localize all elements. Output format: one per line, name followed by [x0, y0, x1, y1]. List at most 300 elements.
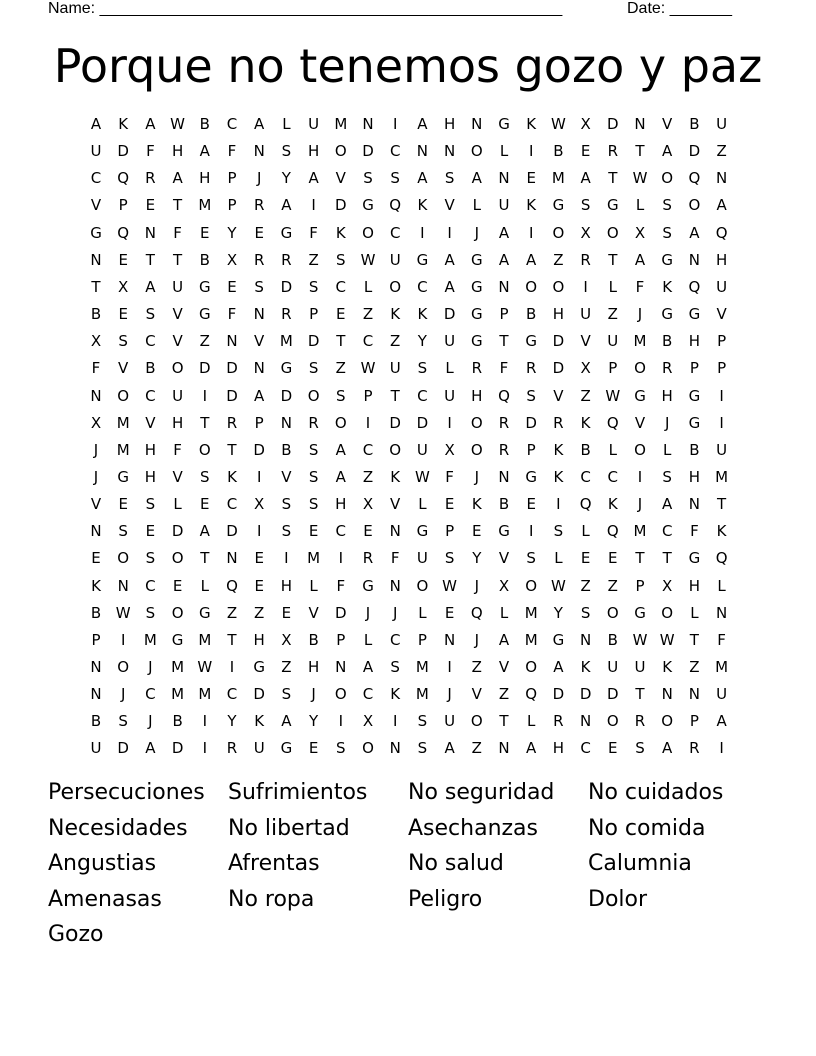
grid-letter: V: [118, 359, 129, 378]
grid-letter: Z: [498, 685, 510, 704]
grid-letter: S: [308, 277, 319, 296]
grid-letter: Z: [308, 250, 319, 269]
grid-letter: O: [171, 359, 184, 378]
grid-letter: A: [662, 142, 673, 161]
grid-letter: O: [661, 603, 674, 622]
grid-letter: E: [363, 522, 373, 541]
word-bank-item: Calumnia: [588, 851, 692, 876]
grid-letter: F: [146, 142, 155, 161]
word-bank-item: No libertad: [228, 815, 350, 841]
grid-letter: O: [362, 223, 374, 242]
grid-row: [82, 411, 734, 435]
grid-letter: V: [281, 467, 292, 486]
grid-letter: B: [281, 440, 292, 459]
grid-letter: U: [172, 386, 184, 405]
grid-letter: D: [226, 386, 238, 405]
grid-letter: U: [580, 305, 592, 324]
grid-letter: A: [90, 115, 102, 133]
grid-letter: H: [688, 332, 701, 351]
grid-letter: B: [199, 115, 210, 133]
grid-letter: R: [498, 413, 510, 432]
grid-letter: C: [417, 277, 428, 296]
grid-letter: A: [145, 277, 156, 296]
grid-letter: L: [581, 522, 590, 541]
grid-letter: O: [470, 712, 483, 731]
grid-letter: B: [607, 630, 618, 649]
grid-row: [82, 221, 734, 245]
grid-letter: N: [90, 658, 102, 676]
grid-letter: J: [256, 169, 262, 188]
grid-letter: Z: [580, 576, 591, 595]
grid-letter: P: [227, 196, 237, 215]
grid-row: [82, 166, 734, 190]
grid-letter: E: [472, 522, 482, 541]
grid-letter: G: [688, 549, 701, 568]
grid-letter: V: [308, 603, 319, 622]
grid-letter: F: [690, 522, 699, 541]
grid-letter: M: [415, 658, 429, 676]
grid-letter: R: [580, 250, 591, 269]
grid-letter: H: [253, 630, 265, 649]
grid-letter: M: [171, 658, 185, 676]
grid-letter: M: [551, 169, 565, 188]
grid-letter: V: [90, 196, 102, 215]
grid-letter: G: [253, 658, 265, 676]
grid-letter: S: [444, 169, 455, 188]
grid-letter: V: [553, 386, 564, 405]
grid-letter: D: [443, 305, 456, 324]
grid-letter: E: [145, 196, 156, 215]
grid-letter: I: [120, 630, 126, 649]
grid-letter: S: [281, 685, 292, 704]
grid-letter: P: [635, 576, 645, 595]
grid-letter: G: [688, 386, 701, 405]
grid-letter: B: [580, 440, 591, 459]
grid-letter: U: [416, 440, 428, 459]
word-bank-item: No seguridad: [408, 780, 555, 805]
grid-letter: A: [417, 115, 428, 133]
grid-letter: G: [470, 332, 483, 351]
grid-letter: W: [170, 115, 186, 133]
grid-letter: F: [445, 467, 454, 486]
grid-letter: U: [498, 196, 510, 215]
grid-letter: O: [552, 277, 565, 296]
grid-letter: N: [498, 277, 510, 296]
grid-letter: K: [580, 413, 591, 432]
grid-letter: O: [334, 413, 347, 432]
grid-letter: W: [659, 630, 675, 649]
grid-letter: I: [528, 142, 534, 161]
grid-letter: B: [689, 115, 700, 133]
grid-letter: V: [716, 305, 727, 324]
grid-letter: C: [145, 386, 156, 405]
grid-letter: V: [634, 413, 646, 432]
grid-letter: O: [661, 169, 674, 188]
grid-letter: O: [525, 658, 538, 676]
grid-letter: L: [499, 142, 509, 161]
grid-letter: K: [390, 467, 401, 486]
grid-letter: X: [662, 576, 673, 595]
grid-letter: P: [445, 522, 455, 541]
grid-letter: N: [280, 413, 292, 432]
word-bank-item: No cuidados: [588, 780, 724, 805]
grid-letter: O: [389, 277, 402, 296]
grid-letter: N: [389, 576, 401, 595]
grid-letter: J: [447, 685, 452, 704]
grid-letter: P: [689, 712, 699, 731]
grid-letter: N: [335, 658, 347, 676]
grid-letter: L: [363, 277, 373, 296]
grid-letter: P: [608, 359, 618, 378]
grid-letter: D: [117, 739, 129, 758]
grid-letter: I: [528, 522, 534, 541]
grid-letter: H: [552, 739, 565, 758]
grid-letter: C: [389, 223, 401, 242]
grid-letter: G: [470, 250, 483, 269]
grid-letter: W: [360, 359, 376, 378]
grid-letter: L: [608, 440, 617, 459]
grid-letter: L: [363, 630, 373, 649]
grid-letter: G: [688, 413, 701, 432]
grid-letter: I: [311, 196, 316, 215]
grid-letter: E: [118, 250, 128, 269]
grid-letter: M: [715, 467, 729, 486]
grid-letter: N: [90, 522, 102, 541]
grid-letter: B: [526, 305, 537, 324]
grid-letter: U: [308, 115, 320, 133]
grid-letter: S: [200, 467, 210, 486]
grid-letter: D: [552, 359, 565, 378]
grid-letter: J: [148, 658, 153, 676]
grid-letter: M: [116, 413, 130, 432]
grid-letter: V: [580, 332, 591, 351]
grid-row: [82, 139, 734, 163]
grid-letter: T: [635, 685, 645, 704]
grid-letter: G: [661, 305, 673, 324]
grid-letter: O: [117, 658, 130, 676]
word-bank-item: Angustias: [48, 851, 157, 876]
grid-letter: C: [226, 685, 238, 704]
grid-letter: D: [117, 142, 129, 161]
grid-letter: L: [309, 576, 318, 595]
grid-letter: Y: [227, 712, 237, 731]
grid-letter: Q: [525, 685, 538, 704]
grid-letter: E: [608, 739, 618, 758]
grid-letter: G: [552, 630, 565, 649]
grid-letter: C: [580, 739, 591, 758]
grid-letter: I: [392, 115, 398, 133]
grid-letter: E: [526, 169, 536, 188]
grid-letter: H: [443, 115, 456, 133]
grid-letter: S: [417, 359, 428, 378]
grid-letter: A: [254, 386, 265, 405]
grid-row: [82, 628, 734, 652]
grid-letter: F: [173, 440, 182, 459]
grid-letter: P: [227, 169, 237, 188]
grid-row: [82, 682, 734, 706]
grid-letter: G: [606, 196, 619, 215]
grid-letter: W: [550, 576, 566, 595]
grid-letter: I: [256, 522, 262, 541]
grid-letter: M: [415, 685, 429, 704]
grid-letter: K: [227, 467, 237, 486]
grid-letter: N: [389, 739, 401, 758]
grid-letter: D: [199, 359, 211, 378]
grid-letter: B: [199, 250, 210, 269]
grid-letter: L: [690, 603, 699, 622]
grid-letter: G: [280, 739, 293, 758]
grid-letter: A: [471, 169, 482, 188]
grid-letter: G: [498, 115, 510, 133]
grid-row: [82, 709, 734, 733]
page-title: Porque no tenemos gozo y paz: [53, 39, 763, 93]
grid-letter: R: [553, 712, 564, 731]
grid-letter: C: [145, 332, 156, 351]
grid-letter: J: [474, 630, 480, 649]
word-bank-item: Necesidades: [48, 815, 188, 841]
grid-letter: G: [280, 359, 293, 378]
grid-letter: J: [637, 495, 643, 514]
grid-letter: M: [198, 196, 212, 215]
grid-letter: B: [172, 712, 183, 731]
grid-letter: S: [635, 739, 645, 758]
grid-letter: A: [254, 115, 265, 133]
grid-letter: E: [145, 522, 156, 541]
grid-letter: L: [663, 440, 672, 459]
grid-letter: T: [200, 549, 210, 568]
grid-letter: G: [362, 576, 374, 595]
grid-letter: K: [662, 658, 673, 676]
grid-letter: I: [447, 223, 452, 242]
grid-letter: Z: [580, 386, 591, 405]
grid-letter: D: [552, 332, 565, 351]
grid-letter: T: [91, 277, 101, 296]
grid-letter: A: [281, 712, 292, 731]
grid-letter: I: [420, 223, 425, 242]
grid-letter: O: [307, 386, 320, 405]
grid-letter: U: [416, 549, 428, 568]
word-bank-item: Persecuciones: [48, 780, 205, 805]
grid-letter: C: [661, 522, 673, 541]
grid-letter: L: [608, 277, 617, 296]
grid-letter: F: [309, 223, 318, 242]
grid-letter: A: [145, 115, 156, 133]
grid-letter: J: [93, 467, 99, 486]
grid-letter: D: [335, 603, 347, 622]
grid-letter: L: [282, 115, 291, 133]
grid-letter: I: [365, 413, 371, 432]
grid-letter: G: [525, 332, 537, 351]
grid-letter: Z: [281, 658, 292, 676]
grid-letter: C: [226, 115, 238, 133]
grid-letter: T: [689, 630, 699, 649]
grid-letter: K: [417, 196, 428, 215]
grid-letter: X: [226, 250, 238, 269]
grid-letter: V: [444, 196, 455, 215]
grid-letter: I: [719, 386, 724, 405]
grid-letter: G: [416, 522, 429, 541]
grid-letter: A: [580, 169, 591, 188]
grid-letter: S: [145, 603, 156, 622]
grid-letter: F: [499, 359, 509, 378]
grid-letter: T: [717, 495, 727, 514]
grid-letter: L: [527, 712, 536, 731]
grid-letter: L: [200, 576, 209, 595]
grid-letter: E: [444, 603, 455, 622]
grid-letter: C: [226, 495, 238, 514]
grid-letter: Y: [281, 169, 291, 188]
grid-letter: L: [635, 196, 645, 215]
grid-letter: E: [308, 522, 319, 541]
grid-letter: V: [335, 169, 346, 188]
grid-letter: K: [662, 277, 673, 296]
grid-letter: I: [447, 658, 452, 676]
grid-letter: W: [115, 603, 131, 622]
grid-letter: P: [363, 386, 373, 405]
grid-letter: C: [389, 142, 401, 161]
grid-letter: Y: [309, 712, 319, 731]
grid-letter: R: [498, 440, 510, 459]
grid-letter: O: [416, 576, 429, 595]
grid-letter: C: [607, 467, 619, 486]
grid-letter: O: [389, 440, 402, 459]
grid-letter: O: [634, 359, 646, 378]
grid-letter: E: [172, 576, 183, 595]
grid-letter: R: [471, 359, 483, 378]
grid-letter: A: [526, 250, 537, 269]
grid-letter: T: [173, 196, 183, 215]
grid-letter: R: [226, 739, 238, 758]
grid-letter: O: [171, 603, 184, 622]
grid-letter: C: [417, 386, 428, 405]
grid-letter: O: [362, 739, 374, 758]
grid-letter: O: [606, 603, 619, 622]
grid-letter: T: [608, 250, 618, 269]
grid-letter: H: [280, 576, 293, 595]
grid-letter: H: [715, 250, 728, 269]
grid-row: [82, 492, 734, 516]
grid-letter: N: [253, 359, 265, 378]
grid-letter: U: [444, 332, 456, 351]
grid-letter: F: [173, 223, 182, 242]
grid-letter: Q: [715, 549, 728, 568]
grid-letter: N: [362, 115, 374, 133]
grid-letter: N: [634, 115, 646, 133]
grid-letter: J: [93, 440, 99, 459]
grid-letter: T: [227, 440, 237, 459]
grid-letter: Q: [606, 522, 619, 541]
grid-letter: S: [336, 250, 346, 269]
grid-letter: T: [145, 250, 155, 269]
grid-letter: D: [307, 332, 320, 351]
grid-letter: Z: [471, 739, 482, 758]
grid-letter: Q: [117, 223, 130, 242]
grid-row: [82, 248, 734, 272]
grid-letter: S: [662, 196, 672, 215]
grid-letter: B: [90, 712, 102, 731]
grid-letter: K: [526, 196, 537, 215]
word-bank-item: Sufrimientos: [228, 780, 368, 805]
grid-letter: P: [499, 305, 509, 324]
grid-letter: G: [90, 223, 102, 242]
grid-row: [82, 574, 734, 598]
grid-letter: W: [414, 467, 430, 486]
grid-letter: O: [634, 440, 646, 459]
grid-letter: O: [688, 196, 701, 215]
grid-letter: X: [90, 413, 102, 432]
grid-letter: M: [171, 685, 185, 704]
grid-letter: D: [579, 685, 592, 704]
grid-letter: M: [334, 115, 348, 133]
grid-letter: N: [226, 332, 238, 351]
grid-letter: I: [338, 549, 344, 568]
grid-letter: G: [470, 277, 483, 296]
grid-letter: B: [308, 630, 319, 649]
grid-letter: S: [336, 386, 346, 405]
grid-row: [82, 465, 734, 489]
grid-letter: P: [417, 630, 427, 649]
grid-letter: X: [634, 223, 646, 242]
grid-letter: I: [447, 413, 452, 432]
grid-letter: A: [281, 196, 292, 215]
grid-letter: G: [198, 277, 211, 296]
grid-letter: D: [171, 739, 184, 758]
grid-letter: I: [202, 386, 208, 405]
grid-letter: D: [171, 522, 184, 541]
grid-letter: D: [416, 413, 429, 432]
grid-letter: M: [715, 658, 729, 676]
grid-row: [82, 193, 734, 217]
grid-letter: U: [607, 332, 619, 351]
grid-letter: P: [689, 359, 699, 378]
grid-letter: C: [362, 332, 374, 351]
grid-letter: Z: [199, 332, 210, 351]
grid-letter: N: [661, 685, 673, 704]
grid-letter: K: [526, 115, 537, 133]
grid-letter: V: [172, 467, 183, 486]
grid-letter: C: [389, 630, 401, 649]
grid-letter: R: [226, 413, 238, 432]
grid-letter: S: [145, 305, 156, 324]
grid-letter: G: [198, 305, 211, 324]
grid-letter: J: [664, 413, 670, 432]
grid-letter: D: [607, 115, 619, 133]
grid-letter: Y: [227, 223, 237, 242]
grid-row: [82, 546, 734, 570]
grid-letter: Y: [417, 332, 427, 351]
grid-letter: L: [418, 495, 427, 514]
grid-letter: O: [117, 549, 130, 568]
grid-letter: K: [254, 712, 265, 731]
grid-letter: J: [392, 603, 398, 622]
grid-letter: B: [145, 359, 156, 378]
grid-letter: O: [470, 413, 483, 432]
grid-letter: C: [362, 440, 374, 459]
grid-letter: J: [474, 576, 480, 595]
grid-letter: X: [580, 359, 591, 378]
grid-letter: H: [335, 495, 347, 514]
grid-letter: C: [335, 277, 347, 296]
grid-letter: S: [363, 169, 373, 188]
grid-letter: T: [227, 630, 237, 649]
grid-letter: Q: [389, 196, 402, 215]
grid-letter: P: [309, 305, 319, 324]
grid-letter: P: [526, 440, 536, 459]
grid-letter: O: [334, 685, 347, 704]
grid-letter: F: [227, 142, 237, 161]
grid-letter: U: [607, 658, 619, 676]
grid-letter: J: [637, 305, 643, 324]
